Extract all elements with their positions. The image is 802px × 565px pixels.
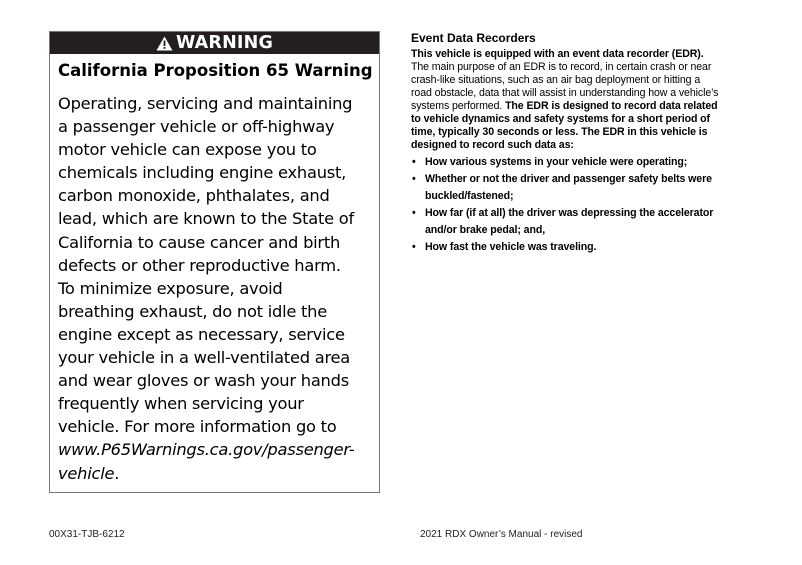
edr-paragraph-line: time, typically 30 seconds or less. The EDR in this vehicle is	[411, 126, 708, 138]
p65-link-line2	[58, 462, 376, 485]
warning-body-line: defects or other reproductive harm.	[58, 255, 341, 275]
edr-paragraph-line: The main purpose of an EDR is to record, in certain crash or near	[411, 61, 712, 73]
warning-body-line: Operating, servicing and maintaining	[58, 94, 353, 113]
list-item-text: How fast the vehicle was traveling.	[425, 241, 597, 253]
warning-body-line: and wear gloves or wash your hands	[58, 371, 349, 391]
link-period: .	[114, 463, 120, 483]
edr-line4-plain: systems performed.	[411, 100, 506, 112]
footer-manual-title: 2021 RDX Owner’s Manual - revised	[420, 529, 583, 540]
edr-paragraph-line	[411, 100, 756, 113]
warning-body-line: a passenger vehicle or off-highway	[58, 117, 335, 137]
list-item	[411, 205, 756, 239]
list-item	[411, 239, 756, 256]
bullet-icon: •	[412, 156, 416, 168]
warning-header	[50, 32, 379, 54]
edr-bullet-list	[411, 154, 756, 256]
footer-doc-code: 00X31-TJB-6212	[49, 529, 125, 540]
warning-body-line: lead, which are known to the State of	[58, 209, 354, 229]
warning-body-line: frequently when servicing your	[58, 394, 304, 414]
warning-body-line: vehicle. For more information go to	[58, 417, 337, 437]
edr-paragraph-line: road obstacle, data that will assist in understanding how a vehicle’s	[411, 87, 719, 99]
list-item-text: Whether or not the driver and passenger safety belts were	[425, 173, 712, 185]
warning-body-line: breathing exhaust, do not idle the	[58, 301, 328, 321]
warning-title: California Proposition 65 Warning	[58, 61, 373, 80]
warning-body-line: California to cause cancer and birth	[58, 232, 341, 252]
warning-header-label: WARNING	[175, 33, 274, 53]
bullet-icon: •	[412, 173, 416, 185]
warning-body-line: To minimize exposure, avoid	[58, 278, 283, 298]
edr-intro: This vehicle is equipped with an event data recorder (EDR).	[411, 48, 704, 60]
list-item	[411, 171, 756, 205]
p65-link-end: vehicle	[58, 463, 115, 483]
list-item-text: How various systems in your vehicle were operating;	[425, 156, 688, 168]
list-item-text: and/or brake pedal; and,	[425, 224, 546, 236]
bullet-icon: •	[412, 207, 416, 219]
prop65-warning-box	[49, 31, 380, 493]
warning-body-line: motor vehicle can expose you to	[58, 140, 317, 160]
edr-section	[411, 31, 756, 256]
warning-body-line: your vehicle in a well-ventilated area	[58, 348, 351, 368]
p65-link-line1: www.P65Warnings.ca.gov/passenger-	[58, 440, 355, 460]
edr-paragraph-line: crash-like situations, such as an air bag deployment or hitting a	[411, 74, 701, 86]
edr-paragraph-line: designed to record such data as:	[411, 139, 574, 151]
warning-body-line: carbon monoxide, phthalates, and	[58, 186, 330, 206]
warning-body	[50, 80, 376, 485]
edr-title: Event Data Recorders	[411, 31, 536, 45]
list-item-text: How far (if at all) the driver was depressing the accelerator	[425, 207, 714, 219]
list-item-text: buckled/fastened;	[425, 190, 514, 202]
edr-paragraph-line: to vehicle dynamics and safety systems for a short period of	[411, 113, 710, 125]
warning-triangle-icon	[156, 36, 173, 51]
bullet-icon: •	[412, 241, 416, 253]
list-item	[411, 154, 756, 171]
warning-body-line: engine except as necessary, service	[58, 324, 345, 344]
edr-line4-bold: The EDR is designed to record data related	[505, 100, 718, 112]
warning-body-line: chemicals including engine exhaust,	[58, 163, 347, 183]
